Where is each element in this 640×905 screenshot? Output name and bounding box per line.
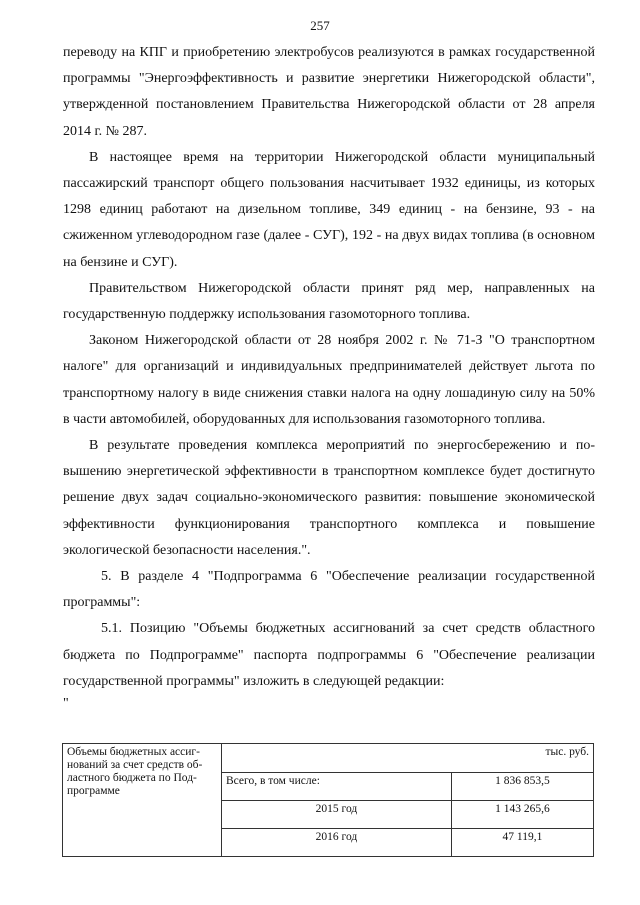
row-value-total: 1 836 853,5 <box>451 773 593 801</box>
row-name-total: Всего, в том числе: <box>222 773 452 801</box>
table-label-cell: Объемы бюджетных ассигнований за счет средств областного бюджета по Подпрограмме <box>63 744 222 857</box>
paragraph-results: В результате проведения комплекса мероприятий по энергосбережению и повышению энергетической эффективности в транспортном комплексе будет достигнуто решение двух задач социально-экономического развития: повышение экономической эффективности функционирования транспортного комплекса и повышение экологической безопасности населения.". <box>63 438 595 558</box>
row-value-2016: 47 119,1 <box>451 829 593 857</box>
paragraph-government-measures: Правительством Нижегородской области принят ряд мер, направленных на государственную поддержку использования газомоторного топлива. <box>63 280 595 323</box>
budget-allocation-table <box>62 743 594 857</box>
row-value-2015: 1 143 265,6 <box>451 801 593 829</box>
table-unit-cell: тыс. руб. <box>222 744 594 773</box>
paragraph-section-5-1: 5.1. Позицию "Объемы бюджетных ассигнований за счет средств областного бюджета по Подпрограмме" паспорта подпрограммы 6 "Обеспечение реализации государственной программы" изложить в следующей редакции: <box>63 621 595 689</box>
paragraph-transport-fleet: В настоящее время на территории Нижегородской области муниципальный пассажирский транспорт общего пользования насчитывает 1932 единицы, из которых 1298 единиц работают на дизельном топливе, 349 единиц - на бензине, 93 - на сжиженном углеводородном газе (далее - СУГ), 192 - на двух видах топлива (в основном на бензине и СУГ). <box>63 149 595 270</box>
page-number: 257 <box>310 18 330 33</box>
document-body <box>63 40 595 713</box>
paragraph-section-5: 5. В разделе 4 "Подпрограмма 6 "Обеспечение реализации государственной программы": <box>63 569 595 611</box>
table-row <box>63 744 594 773</box>
paragraph-continuation: переводу на КПГ и приобретению электробусов реализуются в рамках государственной программы "Энергоэффективность и развитие энергетики Нижегородской области", утвержденной постановлением Правительства Нижегородской области от 28 апреля 2014 г. № 287. <box>63 45 595 139</box>
row-name-2015: 2015 год <box>222 801 452 829</box>
paragraph-tax-law: Законом Нижегородской области от 28 ноября 2002 г. № 71-З "О транспортном налоге" для организаций и индивидуальных предпринимателей действует льгота по транспортному налогу в виде снижения ставки налога на одну лошадиную силу на 50% в части автомобилей, оборудованных для использования газомоторного топлива. <box>63 333 595 427</box>
opening-quote-mark: " <box>63 696 69 712</box>
row-name-2016: 2016 год <box>222 829 452 857</box>
